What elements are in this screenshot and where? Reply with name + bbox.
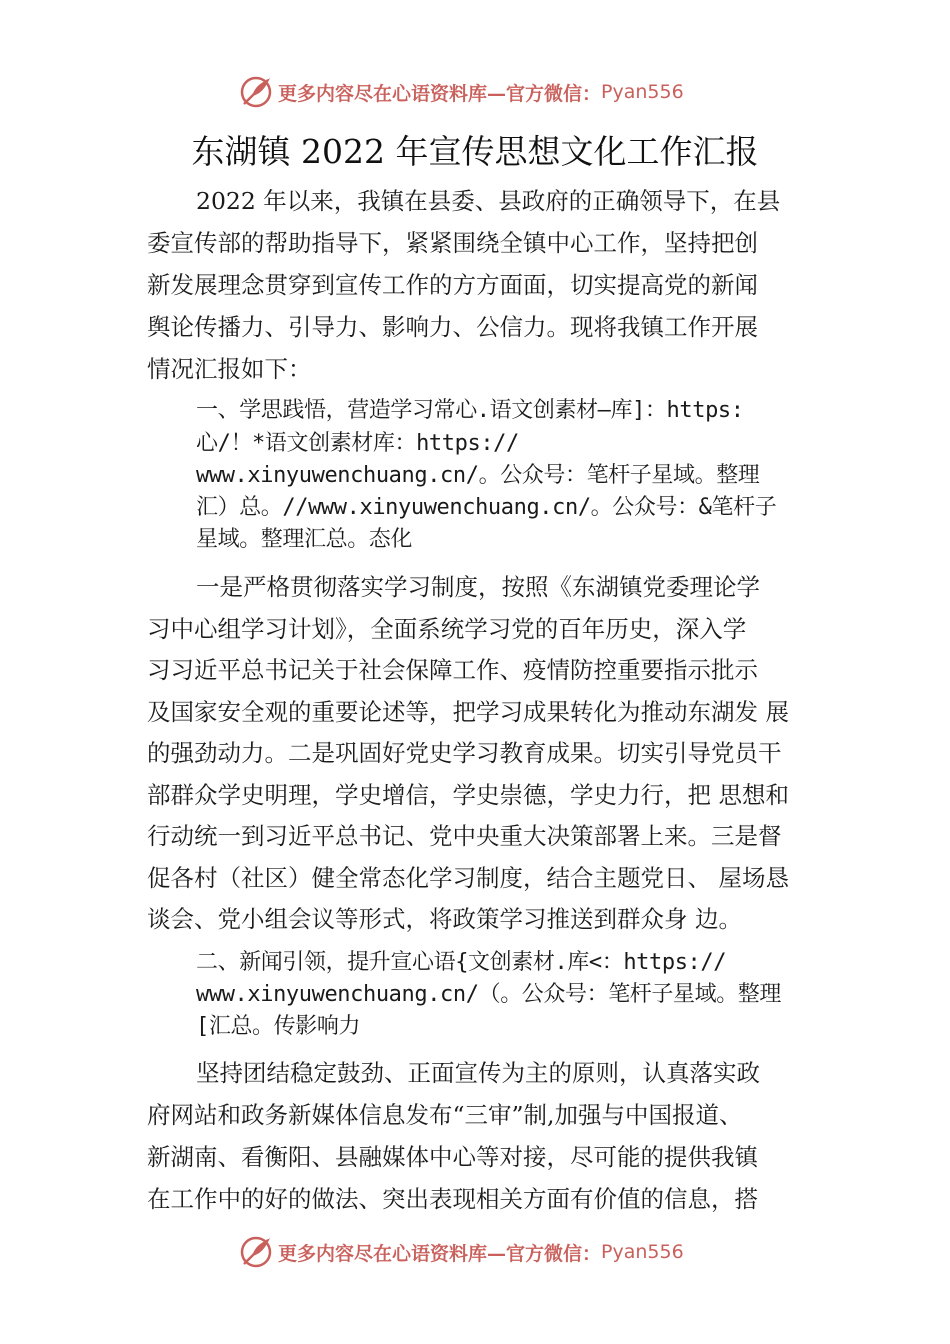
section2-body-line: 坚持团结稳定鼓劲、正面宣传为主的原则，认真落实政: [196, 1059, 760, 1087]
section1-body-line: 习习近平总书记关于社会保障工作、疫情防控重要指示批示: [147, 656, 758, 684]
watermark-banner-bottom: [238, 1232, 758, 1272]
section2-heading-line: www.xinyuwenchuang.cn/（。公众号：笔杆子星域。整理: [196, 982, 781, 1007]
section1-body-line: 一是严格贯彻落实学习制度，按照《东湖镇党委理论学: [196, 573, 760, 601]
section1-body-line: 的强劲动力。二是巩固好党史学习教育成果。切实引导党员干: [147, 739, 782, 767]
watermark-wechat-id: Pyan556: [601, 1241, 684, 1263]
section1-heading-line: 星域。整理汇总。态化: [196, 527, 413, 552]
section1-heading-line: www.xinyuwenchuang.cn/。公众号：笔杆子星域。整理: [196, 463, 760, 488]
section2-body-line: 在工作中的好的做法、突出表现相关方面有价值的信息，搭: [147, 1185, 758, 1213]
quill-logo-icon: [238, 74, 274, 110]
section2-heading-line: [汇总。传影响力: [196, 1014, 361, 1039]
section2-heading-line: 二、新闻引领，提升宣心语{文创素材.库<：https://: [196, 950, 727, 975]
watermark-banner-top: [238, 72, 758, 112]
section1-body-line: 习中心组学习计划》，全面系统学习党的百年历史，深入学: [147, 615, 747, 643]
watermark-wechat-id: Pyan556: [601, 81, 684, 103]
intro-line: 新发展理念贯穿到宣传工作的方方面面，切实提高党的新闻: [147, 271, 758, 299]
section1-body-line: 谈会、党小组会议等形式，将政策学习推送到群众身 边。: [147, 905, 742, 933]
intro-line: 情况汇报如下：: [147, 355, 312, 383]
section1-heading-line: 心/！*语文创素材库：https://: [196, 431, 519, 456]
section1-body-line: 促各村（社区）健全常态化学习制度，结合主题党日、 屋场恳: [147, 864, 789, 892]
intro-line: 2022 年以来，我镇在县委、县政府的正确领导下，在县: [196, 187, 781, 215]
section1-body-line: 行动统一到习近平总书记、党中央重大决策部署上来。三是督: [147, 822, 782, 850]
section2-body-line: 府网站和政务新媒体信息发布“三审”制,加强与中国报道、: [147, 1101, 743, 1129]
quill-logo-icon: [238, 1234, 274, 1270]
section1-body-line: 及国家安全观的重要论述等，把学习成果转化为推动东湖发 展: [147, 698, 789, 726]
section2-body-line: 新湖南、看衡阳、县融媒体中心等对接，尽可能的提供我镇: [147, 1143, 758, 1171]
document-title: 东湖镇 2022 年宣传思想文化工作汇报: [191, 132, 759, 171]
section1-body-line: 部群众学史明理，学史增信，学史崇德，学史力行，把 思想和: [147, 781, 789, 809]
section1-heading-line: 汇）总。//www.xinyuwenchuang.cn/。公众号：&笔杆子: [196, 495, 777, 520]
watermark-text: 更多内容尽在心语资料库—官方微信：: [278, 82, 602, 105]
intro-line: 舆论传播力、引导力、影响力、公信力。现将我镇工作开展: [147, 313, 758, 341]
intro-line: 委宣传部的帮助指导下，紧紧围绕全镇中心工作，坚持把创: [147, 229, 758, 257]
watermark-text: 更多内容尽在心语资料库—官方微信：: [278, 1242, 602, 1265]
section1-heading-line: 一、学思践悟，营造学习常心.语文创素材—库]：https:: [196, 398, 744, 423]
